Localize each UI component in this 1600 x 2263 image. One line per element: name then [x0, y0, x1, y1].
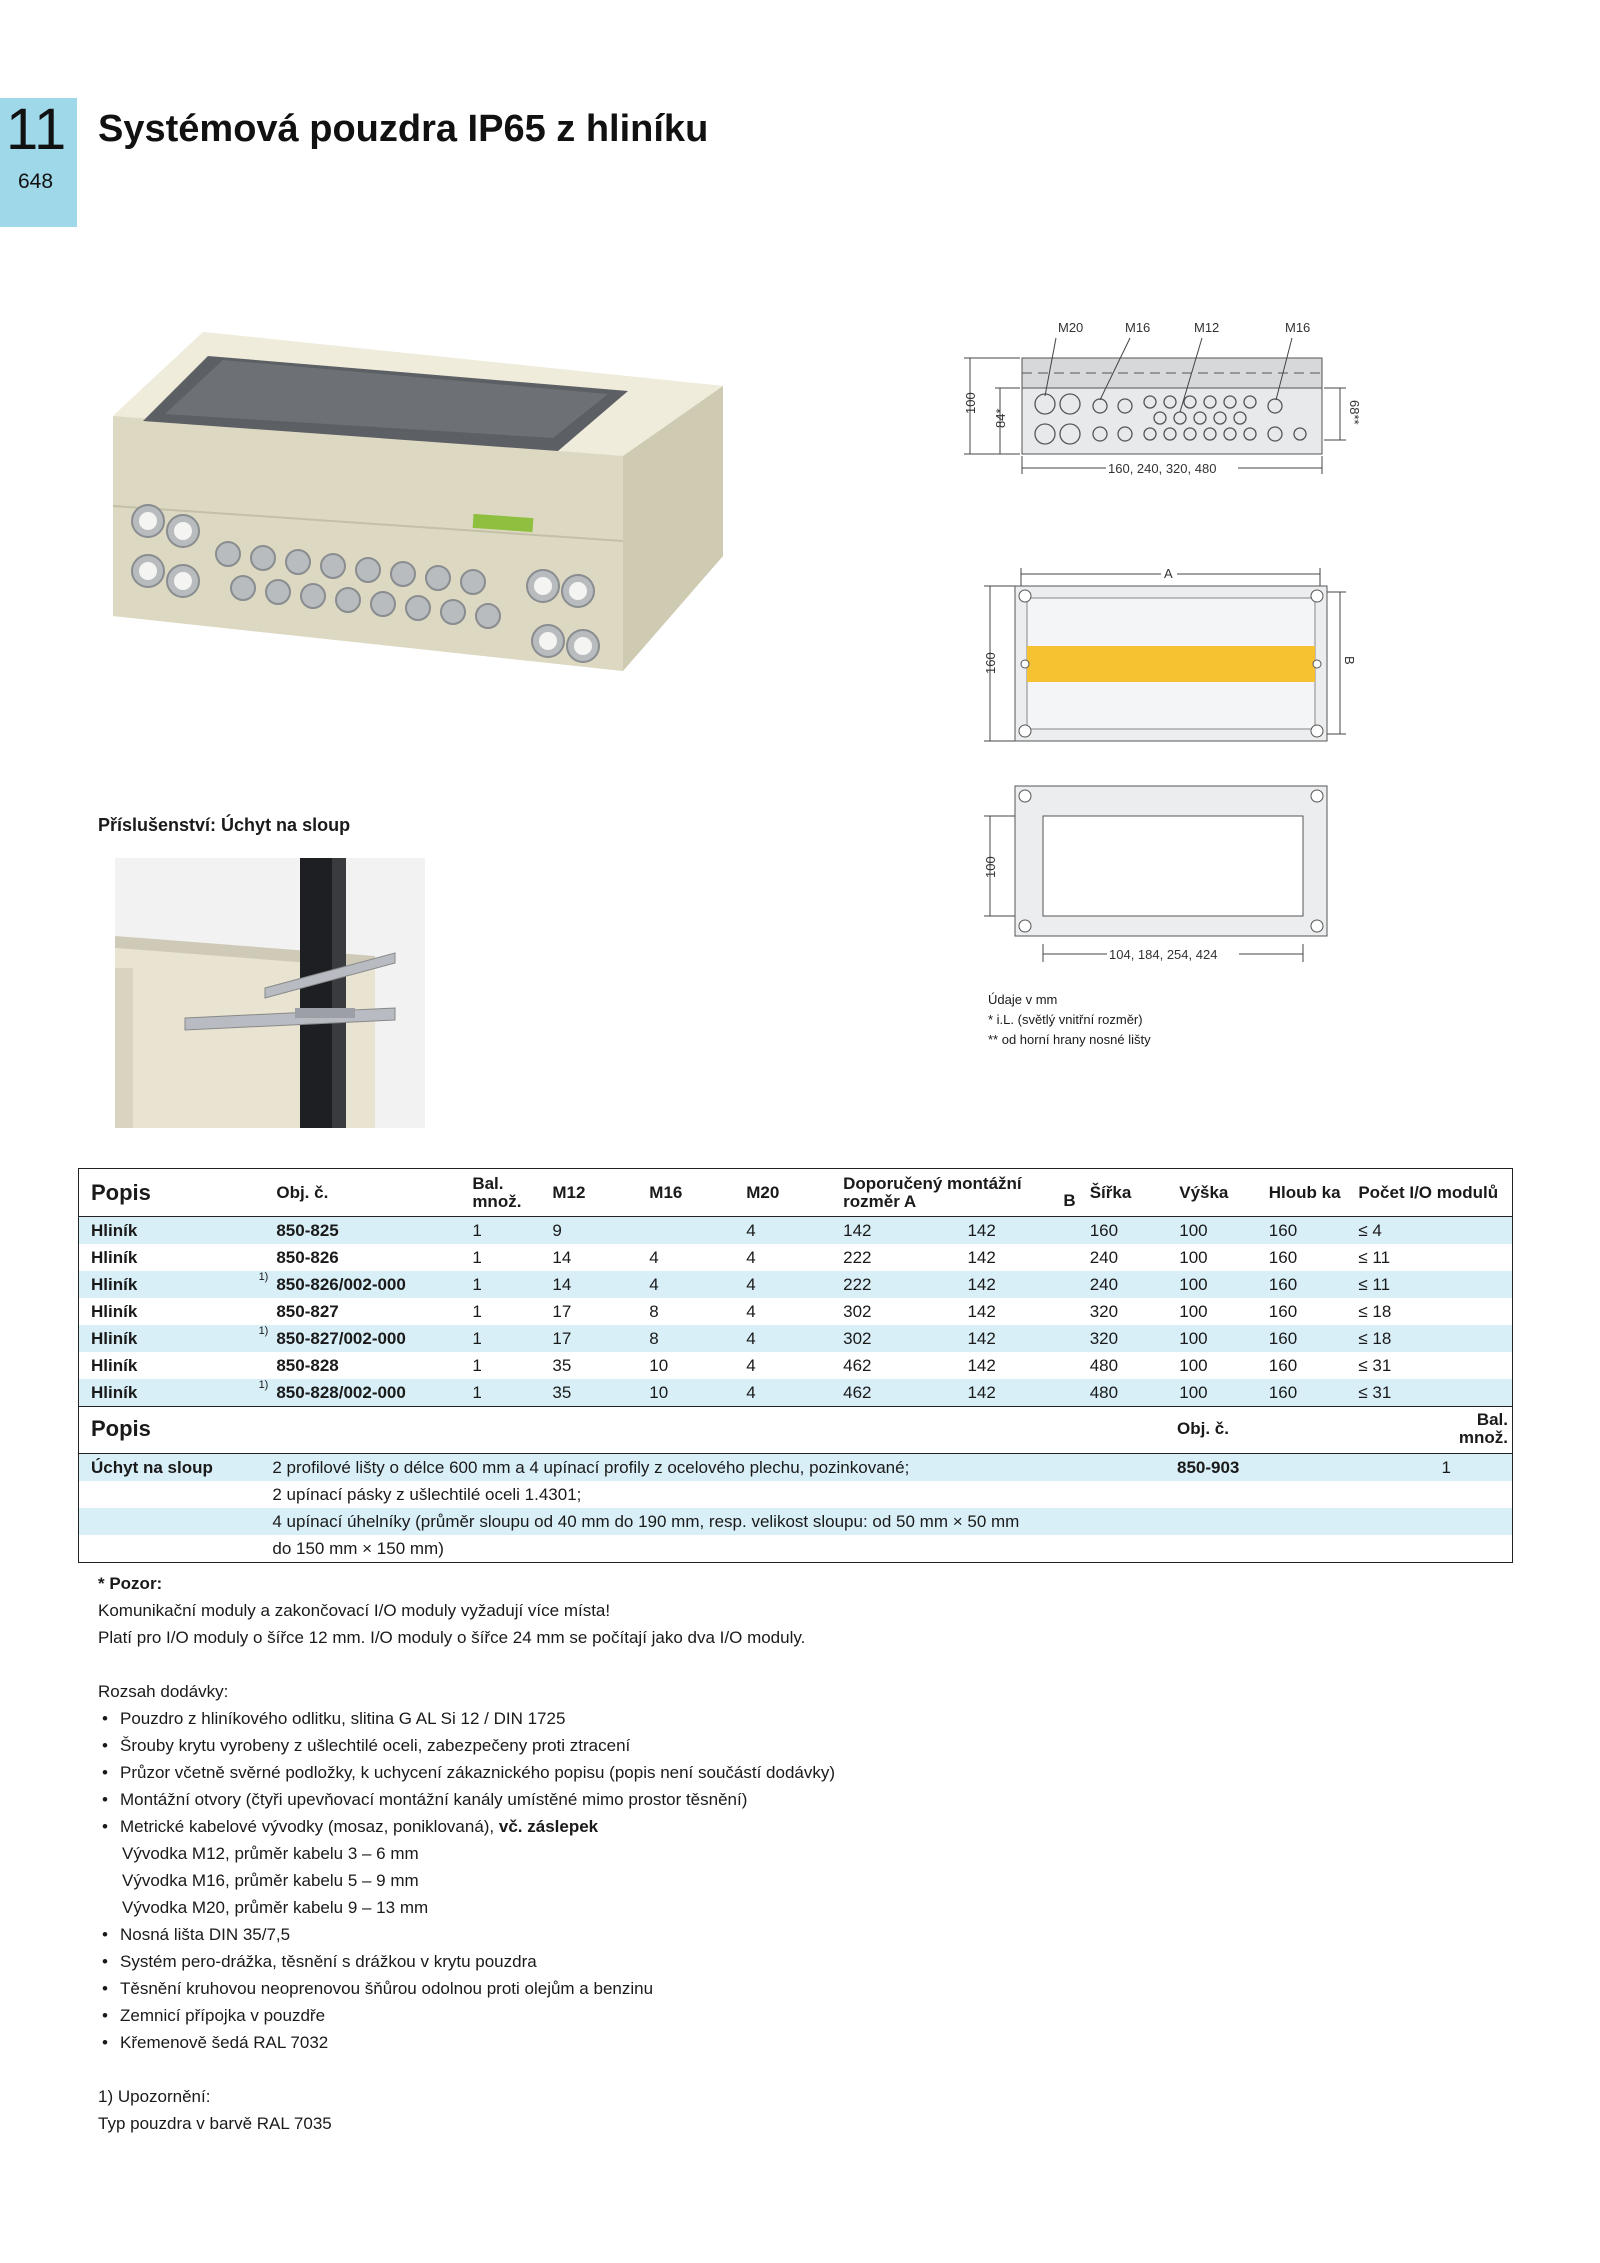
cell-vyska: 100 — [1175, 1217, 1265, 1245]
cell-obj: 850-825 — [272, 1217, 468, 1245]
cell-m20: 4 — [742, 1379, 839, 1407]
list-item: • Nosná lišta DIN 35/7,5 — [98, 1921, 1398, 1948]
cell-bal: 1 — [468, 1298, 548, 1325]
legend-line: * i.L. (světlý vnitřní rozměr) — [988, 1012, 1143, 1027]
acc-line: 2 upínací pásky z ušlechtilé oceli 1.4301; — [268, 1481, 1173, 1508]
cell-vyska: 100 — [1175, 1271, 1265, 1298]
col-m20: M20 — [742, 1169, 839, 1217]
dim-100b: 100 — [983, 856, 998, 878]
cell-m16: 4 — [645, 1271, 742, 1298]
upozorneni-text: Typ pouzdra v barvě RAL 7035 — [98, 2114, 332, 2133]
cell-bal: 1 — [468, 1244, 548, 1271]
col-bal: Bal. množ. — [468, 1169, 548, 1217]
cell-obj: 850-827/002-000 — [272, 1325, 468, 1352]
cell-note — [237, 1352, 273, 1379]
cell-m20: 4 — [742, 1271, 839, 1298]
label-m20: M20 — [1058, 320, 1084, 335]
sub-item: Vývodka M20, průměr kabelu 9 – 13 mm — [122, 1898, 429, 1917]
list-item: • Pouzdro z hliníkového odlitku, slitina G AL Si 12 / DIN 1725 — [98, 1705, 1398, 1732]
dim-100: 100 — [963, 392, 978, 414]
cell-obj: 850-826/002-000 — [272, 1271, 468, 1298]
table-row — [79, 1508, 1513, 1535]
cell-m12: 17 — [548, 1298, 645, 1325]
cell-sirka: 320 — [1086, 1325, 1176, 1352]
cell-bal: 1 — [468, 1271, 548, 1298]
cell-note — [237, 1298, 273, 1325]
cell-m20: 4 — [742, 1217, 839, 1245]
acc-header-row — [79, 1405, 1513, 1454]
acc-col-obj: Obj. č. — [1173, 1405, 1438, 1454]
cell-m16: 4 — [645, 1244, 742, 1271]
table-row — [79, 1271, 1513, 1298]
cell-vyska: 100 — [1175, 1379, 1265, 1407]
cell-a: 302 — [839, 1325, 963, 1352]
cell-a: 222 — [839, 1271, 963, 1298]
label-m16b: M16 — [1285, 320, 1311, 335]
cell-bal: 1 — [468, 1325, 548, 1352]
cell-note: 1) — [237, 1325, 273, 1352]
table-row — [79, 1217, 1513, 1245]
cell-vyska: 100 — [1175, 1298, 1265, 1325]
cell-note: 1) — [237, 1379, 273, 1407]
cell-pocet: ≤ 18 — [1354, 1298, 1512, 1325]
drawing-legend — [988, 990, 1151, 1050]
dim-inner: 104, 184, 254, 424 — [1109, 947, 1218, 962]
cell-b: 142 — [963, 1352, 1085, 1379]
table-row — [79, 1481, 1513, 1508]
top-view-drawing — [975, 556, 1355, 746]
cell-popis: Hliník — [79, 1298, 237, 1325]
cell-sirka: 240 — [1086, 1271, 1176, 1298]
list-item: • Těsnění kruhovou neoprenovou šňůrou odolnou proti olejům a benzinu — [98, 1975, 1398, 2002]
table-row — [79, 1454, 1513, 1482]
col-m12: M12 — [548, 1169, 645, 1217]
cell-hloubka: 160 — [1265, 1298, 1355, 1325]
cell-vyska: 100 — [1175, 1352, 1265, 1379]
cell-pocet: ≤ 11 — [1354, 1244, 1512, 1271]
list-item: • Průzor včetně svěrné podložky, k uchycení zákaznického popisu (popis není součástí dodávky) — [98, 1759, 1398, 1786]
cell-hloubka: 160 — [1265, 1244, 1355, 1271]
notes-block — [98, 1570, 1398, 2137]
cell-m20: 4 — [742, 1298, 839, 1325]
cell-b: 142 — [963, 1271, 1085, 1298]
acc-obj: 850-903 — [1173, 1454, 1438, 1482]
acc-bal: 1 — [1438, 1454, 1513, 1482]
acc-col-bal: Bal. množ. — [1438, 1405, 1513, 1454]
cell-a: 302 — [839, 1298, 963, 1325]
legend-line: ** od horní hrany nosné lišty — [988, 1032, 1151, 1047]
inner-view-drawing — [975, 776, 1355, 976]
cell-b: 142 — [963, 1298, 1085, 1325]
cell-sirka: 480 — [1086, 1379, 1176, 1407]
dim-A: A — [1164, 566, 1173, 581]
cell-popis: Hliník — [79, 1352, 237, 1379]
col-m16: M16 — [645, 1169, 742, 1217]
pozor-line: Platí pro I/O moduly o šířce 12 mm. I/O moduly o šířce 24 mm se počítají jako dva I/O moduly. — [98, 1628, 806, 1647]
acc-line: do 150 mm × 150 mm) — [268, 1535, 1173, 1563]
cell-sirka: 480 — [1086, 1352, 1176, 1379]
table-row — [79, 1352, 1513, 1379]
sub-item: Vývodka M12, průměr kabelu 3 – 6 mm — [122, 1844, 419, 1863]
pole-bracket-photo — [115, 858, 425, 1128]
table-row — [79, 1535, 1513, 1563]
cell-a: 462 — [839, 1379, 963, 1407]
cell-m16: 10 — [645, 1379, 742, 1407]
col-doporuceny: Doporučený montážní rozměr A B — [839, 1169, 1086, 1217]
cell-m16: 8 — [645, 1298, 742, 1325]
cell-obj: 850-828/002-000 — [272, 1379, 468, 1407]
housing-photo — [103, 326, 743, 746]
label-m12: M12 — [1194, 320, 1220, 335]
dim-160: 160 — [983, 652, 998, 674]
cell-m20: 4 — [742, 1244, 839, 1271]
dim-68: 68** — [1347, 400, 1362, 425]
acc-name: Úchyt na sloup — [79, 1454, 269, 1482]
cell-b: 142 — [963, 1217, 1085, 1245]
cell-popis: Hliník — [79, 1217, 237, 1245]
page-number: 648 — [18, 170, 54, 193]
cell-m20: 4 — [742, 1325, 839, 1352]
cell-note — [237, 1244, 273, 1271]
side-view-drawing — [940, 316, 1360, 506]
cell-m12: 9 — [548, 1217, 645, 1245]
col-popis: Popis — [79, 1169, 237, 1217]
pozor-line: Komunikační moduly a zakončovací I/O moduly vyžadují více místa! — [98, 1601, 611, 1620]
cell-m20: 4 — [742, 1352, 839, 1379]
cell-hloubka: 160 — [1265, 1352, 1355, 1379]
cell-pocet: ≤ 18 — [1354, 1325, 1512, 1352]
cell-obj: 850-827 — [272, 1298, 468, 1325]
cell-obj: 850-828 — [272, 1352, 468, 1379]
sub-item: Vývodka M16, průměr kabelu 5 – 9 mm — [122, 1871, 419, 1890]
cell-m12: 35 — [548, 1379, 645, 1407]
delivery-list — [98, 1705, 1398, 1813]
cell-m12: 14 — [548, 1244, 645, 1271]
chapter-number: 11 — [6, 97, 67, 162]
cell-m16: 10 — [645, 1352, 742, 1379]
cell-sirka: 240 — [1086, 1244, 1176, 1271]
list-item: • Metrické kabelové vývodky (mosaz, poniklovaná), vč. záslepek — [98, 1813, 1398, 1840]
accessory-label: Příslušenství: Úchyt na sloup — [98, 815, 351, 835]
cell-sirka: 160 — [1086, 1217, 1176, 1245]
dim-B: B — [1342, 656, 1357, 665]
cell-popis: Hliník — [79, 1379, 237, 1407]
rozsah-heading: Rozsah dodávky: — [98, 1682, 229, 1701]
cell-b: 142 — [963, 1379, 1085, 1407]
cell-bal: 1 — [468, 1217, 548, 1245]
delivery-list-2 — [98, 1921, 1398, 2056]
upozorneni-heading: 1) Upozornění: — [98, 2087, 211, 2106]
col-pocet: Počet I/O modulů — [1354, 1169, 1512, 1217]
table-row — [79, 1325, 1513, 1352]
cell-obj: 850-826 — [272, 1244, 468, 1271]
cell-m12: 14 — [548, 1271, 645, 1298]
cell-popis: Hliník — [79, 1271, 237, 1298]
cell-b: 142 — [963, 1244, 1085, 1271]
cell-m12: 35 — [548, 1352, 645, 1379]
cell-a: 142 — [839, 1217, 963, 1245]
cell-a: 462 — [839, 1352, 963, 1379]
cell-pocet: ≤ 31 — [1354, 1352, 1512, 1379]
cell-pocet: ≤ 4 — [1354, 1217, 1512, 1245]
cell-sirka: 320 — [1086, 1298, 1176, 1325]
col-b: B — [1063, 1191, 1076, 1210]
col-sirka: Šířka — [1086, 1169, 1176, 1217]
cell-note — [237, 1217, 273, 1245]
list-item: • Křemenově šedá RAL 7032 — [98, 2029, 1398, 2056]
table-header-row — [79, 1169, 1513, 1217]
label-m16: M16 — [1125, 320, 1151, 335]
cell-vyska: 100 — [1175, 1325, 1265, 1352]
dim-84: 84* — [993, 408, 1008, 428]
list-item: • Šrouby krytu vyrobeny z ušlechtilé oceli, zabezpečeny proti ztracení — [98, 1732, 1398, 1759]
list-item: • Zemnicí přípojka v pouzdře — [98, 2002, 1398, 2029]
accessory-table — [78, 1405, 1513, 1563]
cell-popis: Hliník — [79, 1244, 237, 1271]
cell-hloubka: 160 — [1265, 1379, 1355, 1407]
cell-pocet: ≤ 31 — [1354, 1379, 1512, 1407]
acc-line: 2 profilové lišty o délce 600 mm a 4 upínací profily z ocelového plechu, pozinkované; — [268, 1454, 1173, 1482]
acc-line: 4 upínací úhelníky (průměr sloupu od 40 mm do 190 mm, resp. velikost sloupu: od 50 mm × 50 mm — [268, 1508, 1173, 1535]
col-vyska: Výška — [1175, 1169, 1265, 1217]
product-table — [78, 1168, 1513, 1407]
table-row — [79, 1298, 1513, 1325]
cell-vyska: 100 — [1175, 1244, 1265, 1271]
table-row — [79, 1379, 1513, 1407]
list-item: • Systém pero-drážka, těsnění s drážkou v krytu pouzdra — [98, 1948, 1398, 1975]
cell-popis: Hliník — [79, 1325, 237, 1352]
cell-bal: 1 — [468, 1352, 548, 1379]
cell-hloubka: 160 — [1265, 1271, 1355, 1298]
cell-pocet: ≤ 11 — [1354, 1271, 1512, 1298]
pozor-heading: * Pozor: — [98, 1574, 163, 1593]
cell-note: 1) — [237, 1271, 273, 1298]
legend-line: Údaje v mm — [988, 992, 1058, 1007]
list-item: • Montážní otvory (čtyři upevňovací montážní kanály umístěné mimo prostor těsnění) — [98, 1786, 1398, 1813]
page-title: Systémová pouzdra IP65 z hliníku — [98, 108, 709, 150]
cell-hloubka: 160 — [1265, 1325, 1355, 1352]
cell-b: 142 — [963, 1325, 1085, 1352]
cell-m16 — [645, 1217, 742, 1245]
dim-width: 160, 240, 320, 480 — [1108, 461, 1217, 476]
cell-m12: 17 — [548, 1325, 645, 1352]
cell-bal: 1 — [468, 1379, 548, 1407]
col-obj: Obj. č. — [272, 1169, 468, 1217]
cell-m16: 8 — [645, 1325, 742, 1352]
col-hloubka: Hloub ka — [1265, 1169, 1355, 1217]
cell-a: 222 — [839, 1244, 963, 1271]
cell-hloubka: 160 — [1265, 1217, 1355, 1245]
acc-col-popis: Popis — [79, 1405, 269, 1454]
table-row — [79, 1244, 1513, 1271]
